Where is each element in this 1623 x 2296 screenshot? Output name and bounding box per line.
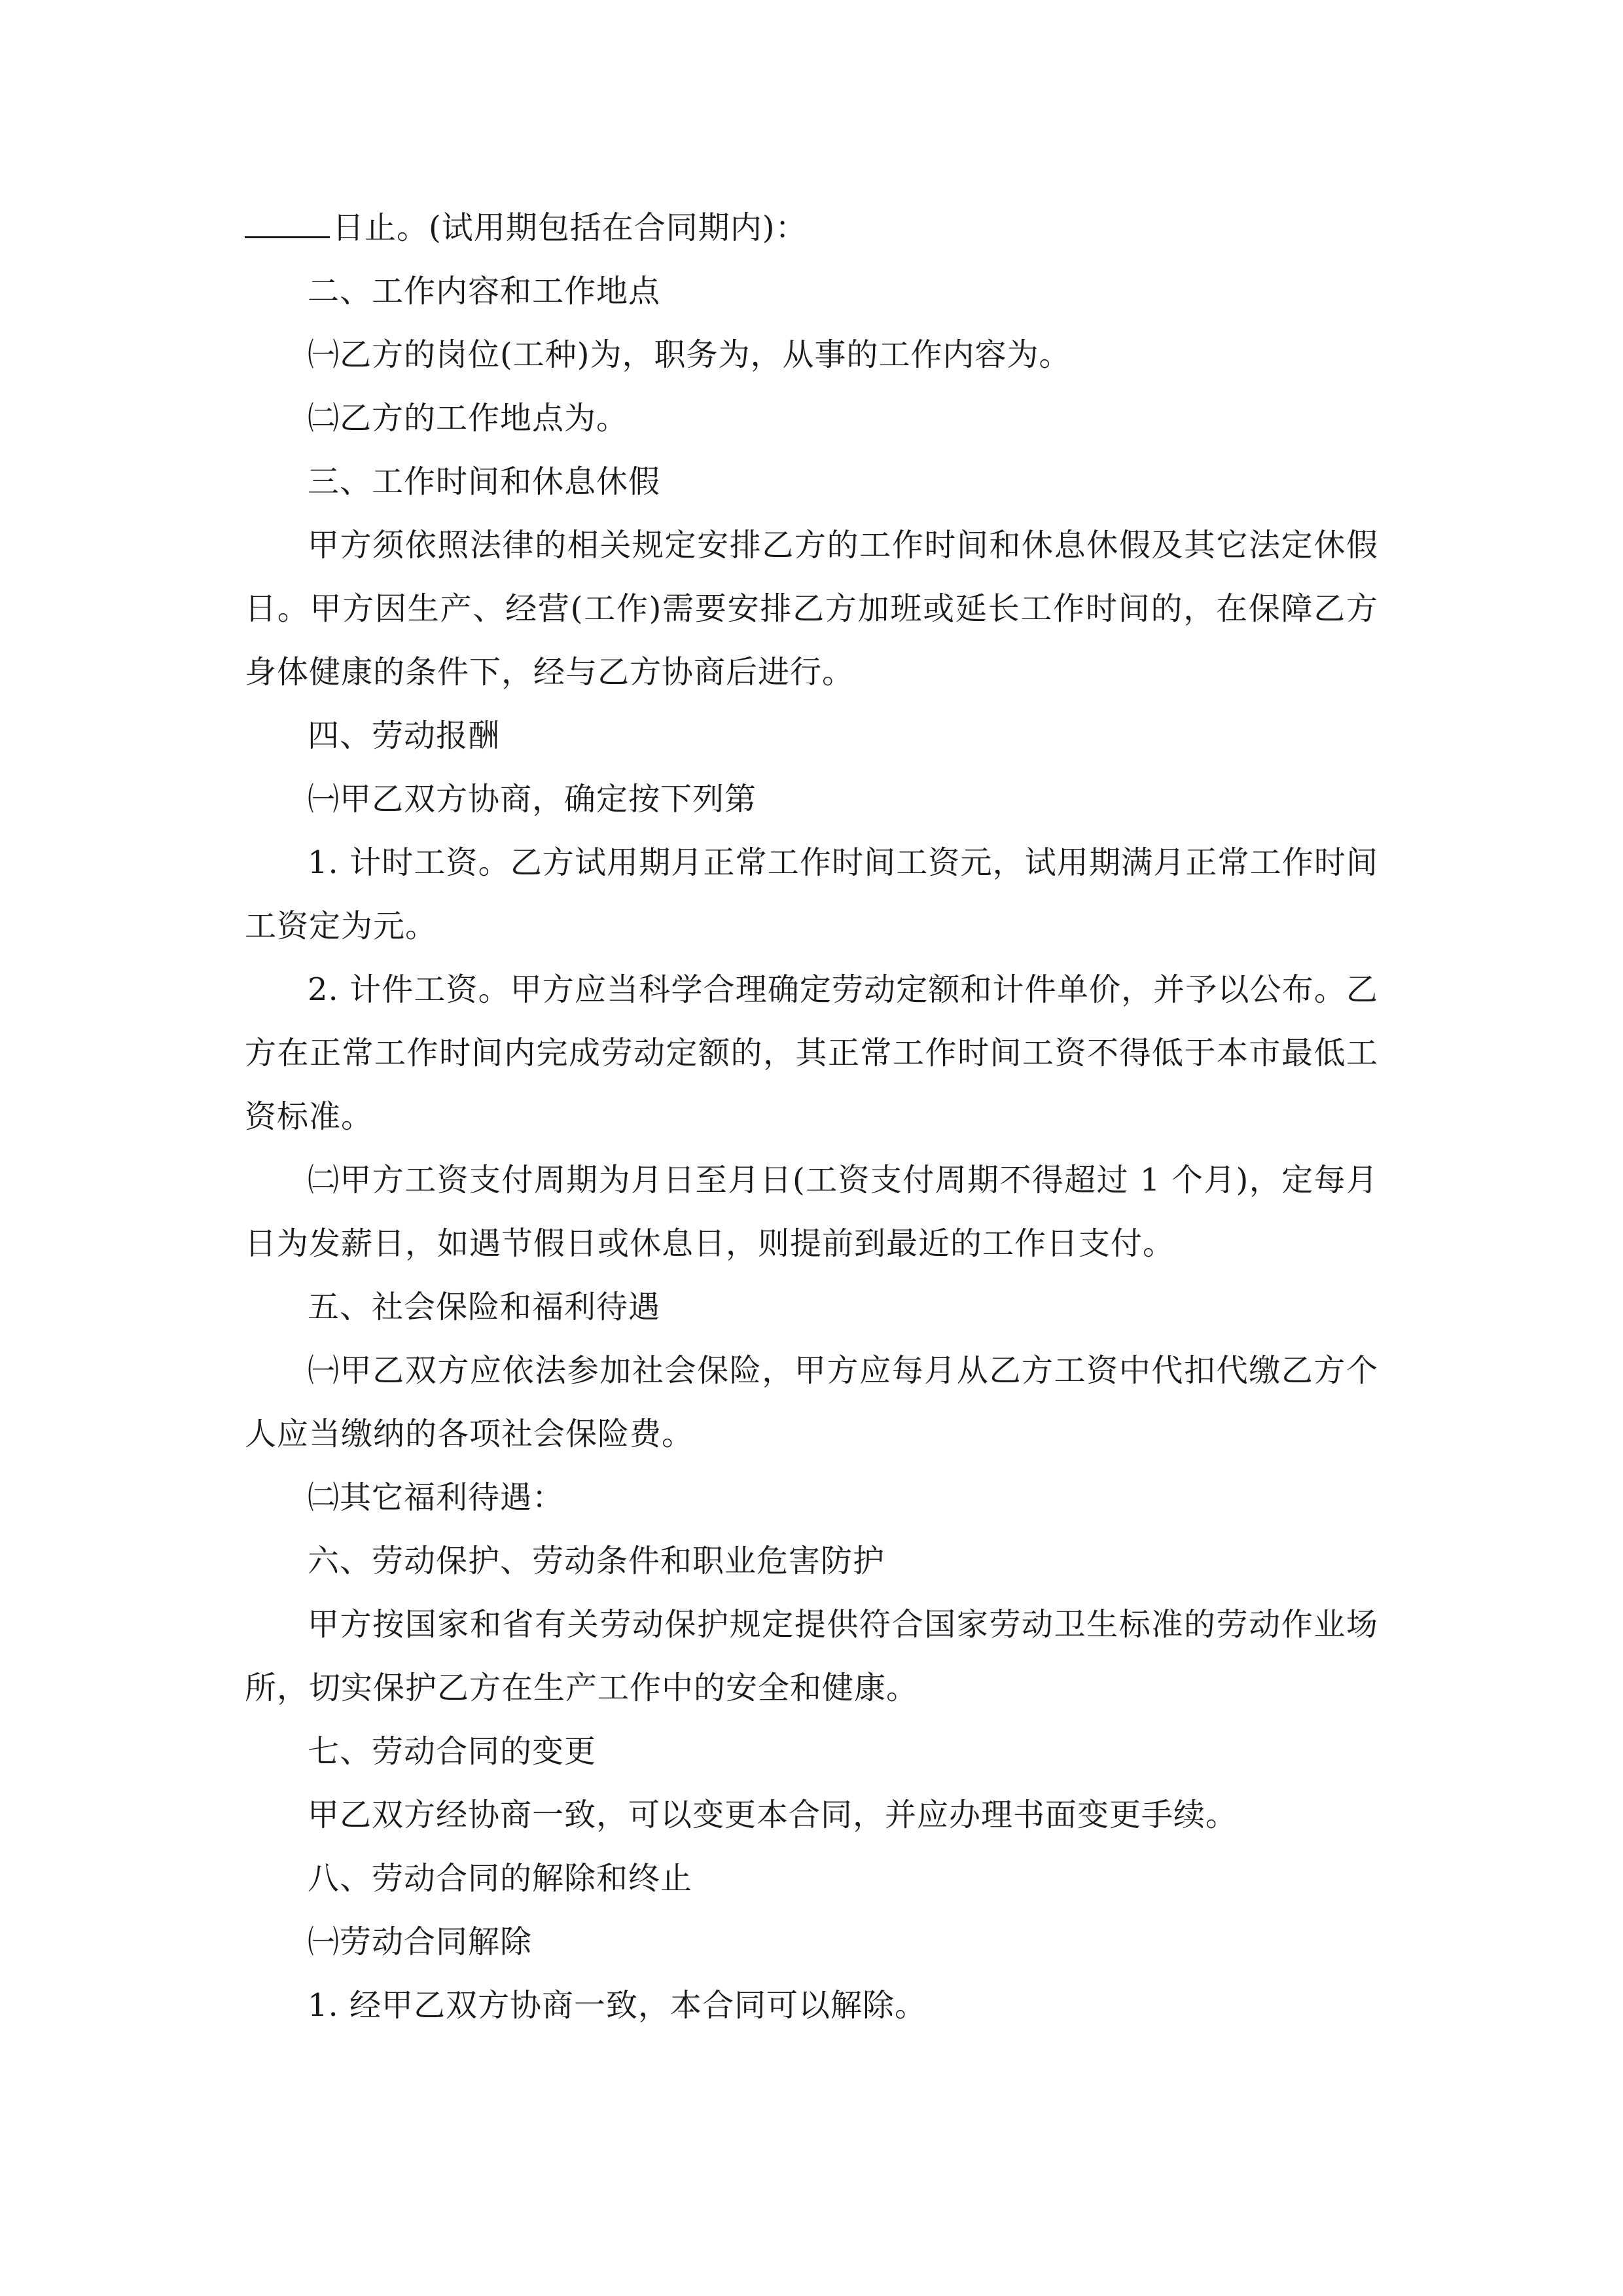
paragraph-work-location: ㈡乙方的工作地点为。 <box>308 400 629 437</box>
paragraph-position: ㈠乙方的岗位(工种)为，职务为，从事的工作内容为。 <box>308 336 1071 373</box>
heading-contract-termination: 八、劳动合同的解除和终止 <box>308 1860 693 1897</box>
document-body <box>245 196 1378 2037</box>
paragraph-trial-period-end: 日止。(试用期包括在合同期内)： <box>245 196 1378 260</box>
paragraph-contract-change: 甲乙双方经协商一致，可以变更本合同，并应办理书面变更手续。 <box>308 1797 1238 1833</box>
paragraph-social-insurance: ㈠甲乙双方应依法参加社会保险，甲方应每月从乙方工资中代扣代缴乙方个人应当缴纳的各项社会保险费。 <box>245 1352 1378 1452</box>
paragraph-work-hours: 甲方须依照法律的相关规定安排乙方的工作时间和休息休假及其它法定休假日。甲方因生产、经营(工作)需要安排乙方加班或延长工作时间的，在保障乙方身体健康的条件下，经与乙方协商后进行。 <box>245 527 1378 691</box>
heading-social-insurance: 五、社会保险和福利待遇 <box>308 1289 661 1325</box>
heading-work-hours-rest: 三、工作时间和休息休假 <box>308 463 661 500</box>
subheading-contract-dissolution: ㈠劳动合同解除 <box>308 1924 533 1960</box>
paragraph-other-benefits: ㈡其它福利待遇： <box>308 1479 565 1516</box>
paragraph-mutual-dissolution: 1. 经甲乙双方协商一致，本合同可以解除。 <box>308 1987 927 2024</box>
heading-contract-change: 七、劳动合同的变更 <box>308 1733 597 1770</box>
heading-remuneration: 四、劳动报酬 <box>308 717 501 754</box>
fill-in-blank <box>245 205 330 238</box>
heading-labor-protection: 六、劳动保护、劳动条件和职业危害防护 <box>308 1543 885 1579</box>
paragraph-labor-protection: 甲方按国家和省有关劳动保护规定提供符合国家劳动卫生标准的劳动作业场所，切实保护乙方在生产工作中的安全和健康。 <box>245 1606 1378 1706</box>
paragraph-time-wage: 1. 计时工资。乙方试用期月正常工作时间工资元，试用期满月正常工作时间工资定为元。 <box>245 844 1378 944</box>
heading-work-content-location: 二、工作内容和工作地点 <box>308 273 661 310</box>
paragraph-remuneration-method: ㈠甲乙双方协商，确定按下列第 <box>308 781 757 817</box>
paragraph-piece-wage: 2. 计件工资。甲方应当科学合理确定劳动定额和计件单价，并予以公布。乙方在正常工作时间内完成劳动定额的，其正常工作时间工资不得低于本市最低工资标准。 <box>245 971 1378 1135</box>
paragraph-pay-cycle: ㈡甲方工资支付周期为月日至月日(工资支付周期不得超过 1 个月)，定每月日为发薪日，如遇节假日或休息日，则提前到最近的工作日支付。 <box>245 1162 1378 1262</box>
